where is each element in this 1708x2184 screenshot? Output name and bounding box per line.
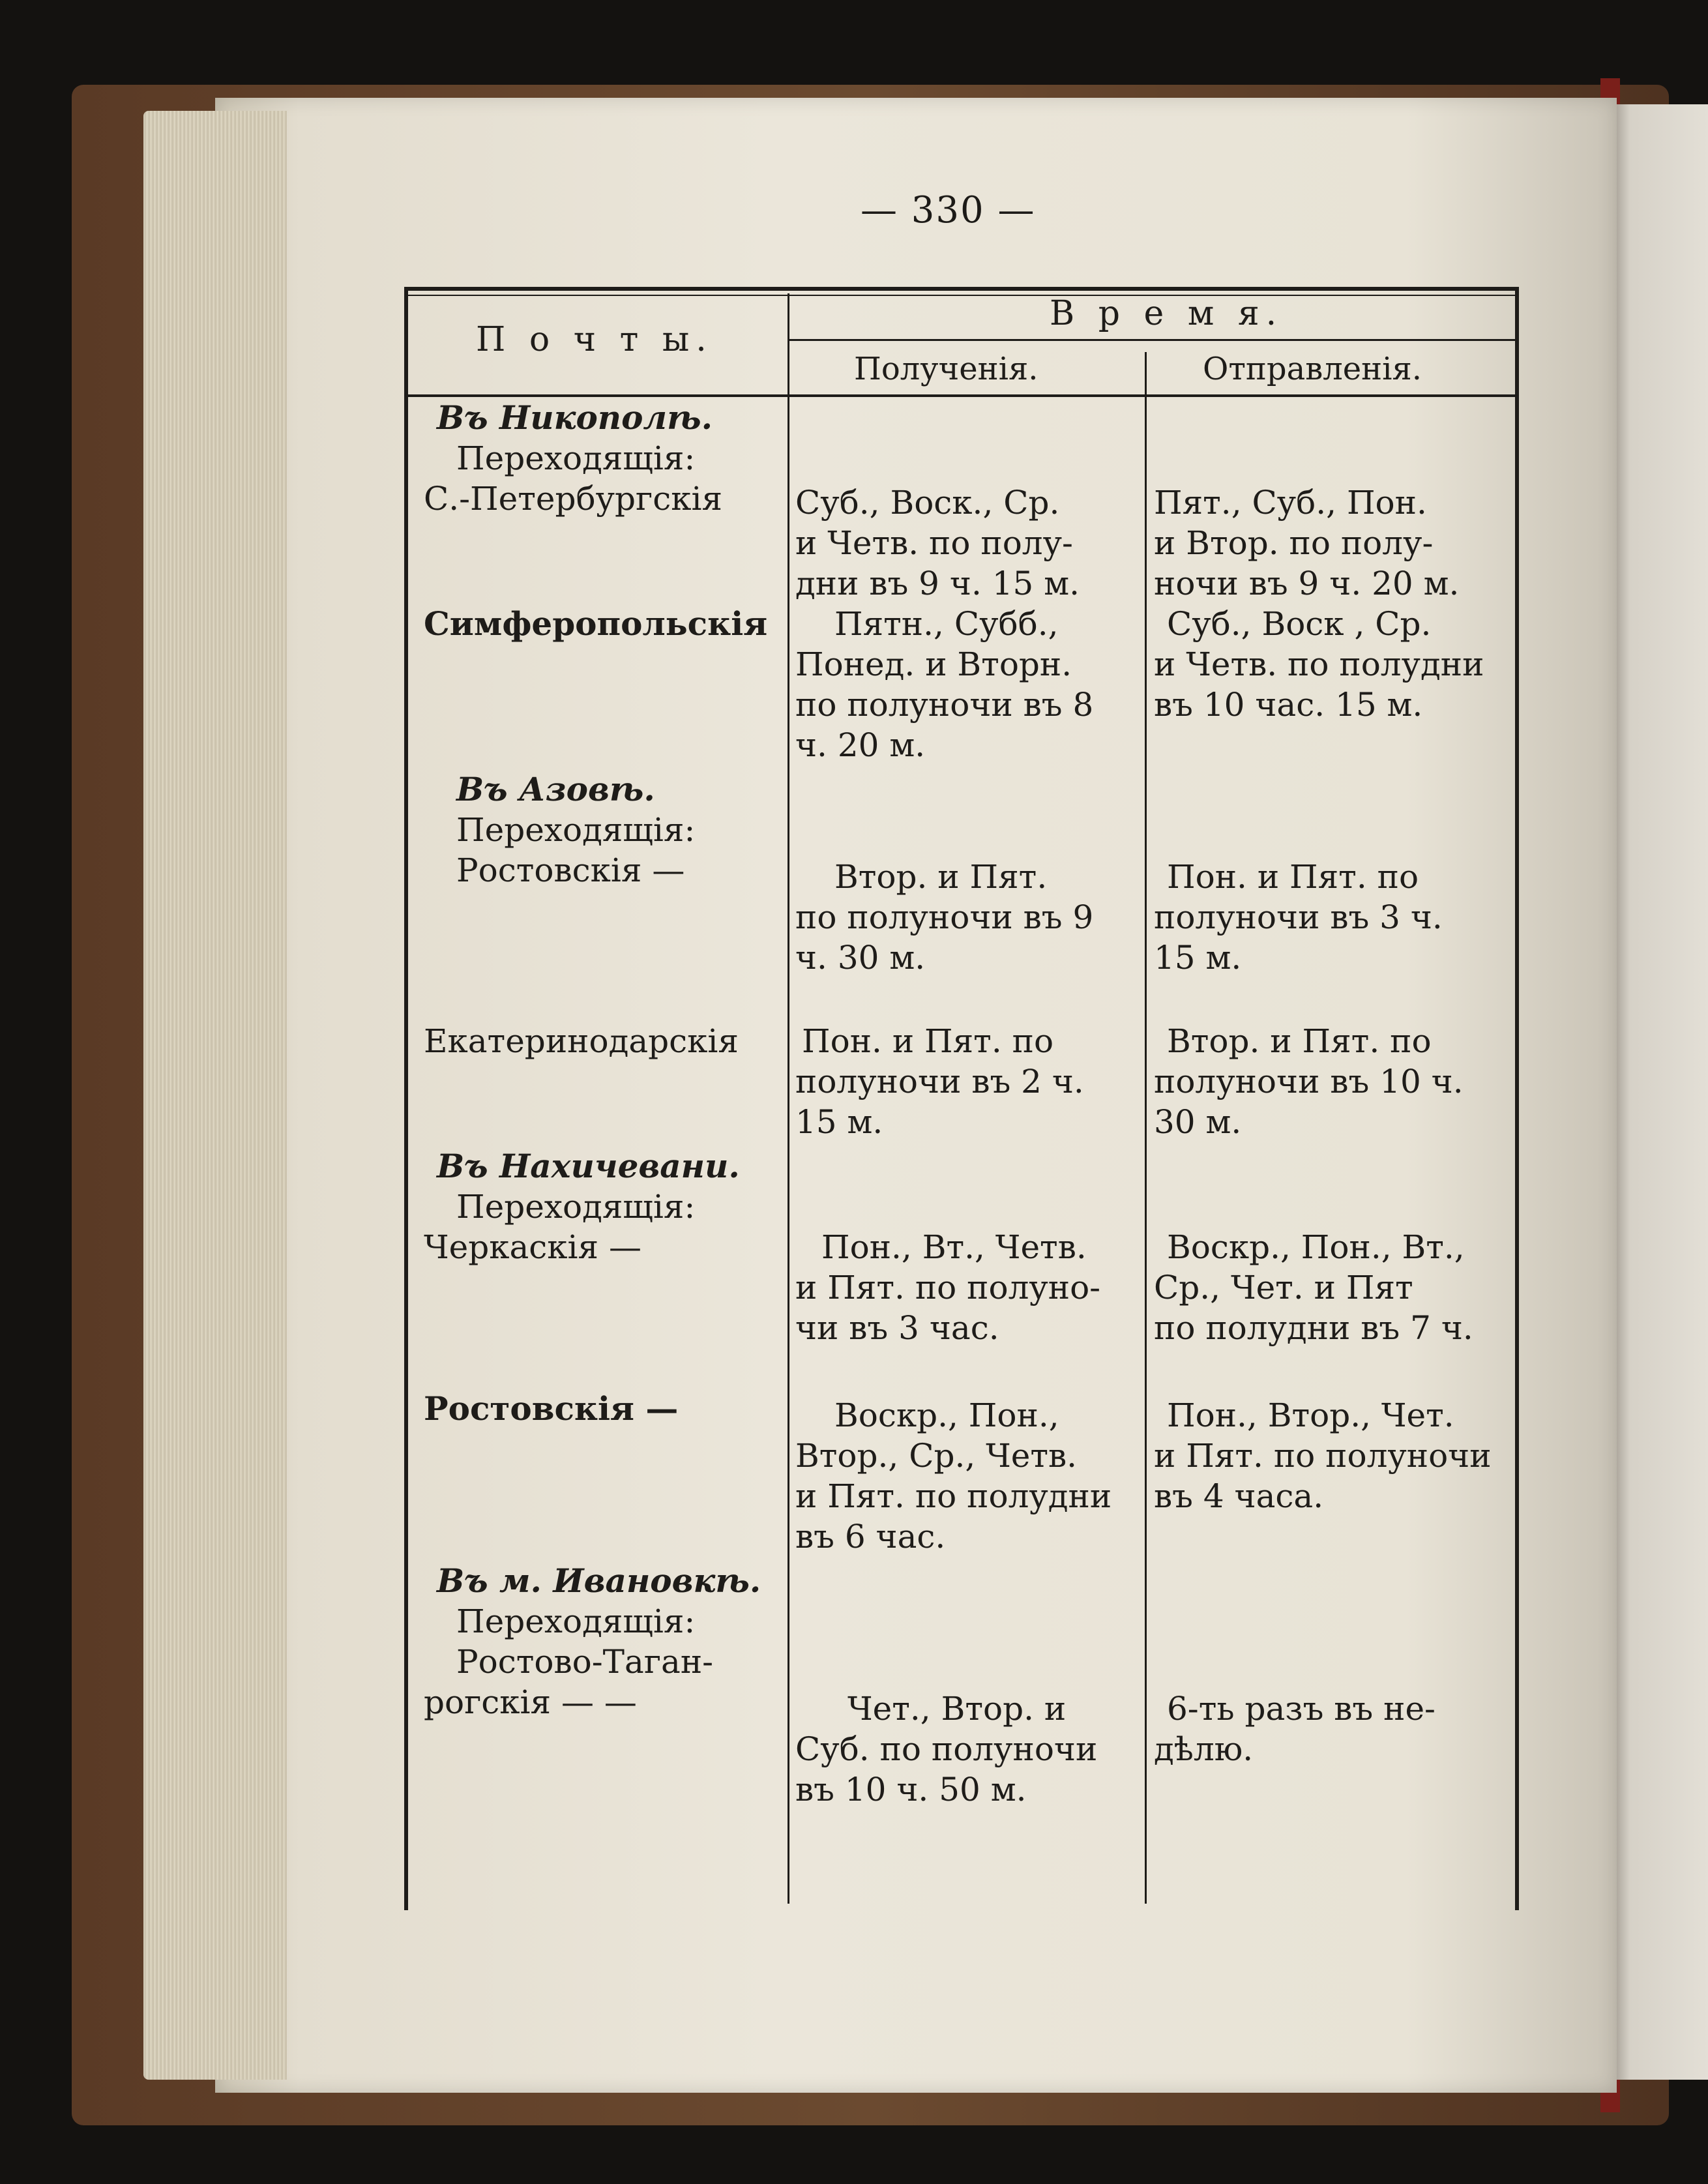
post-schedule-table bbox=[404, 287, 1519, 1910]
receipt-time: Втор., Ср., Четв. bbox=[795, 1437, 1078, 1475]
receipt-time: Пон. и Пят. по bbox=[802, 1022, 1054, 1060]
post-name: С.-Петербургскія bbox=[424, 480, 723, 518]
receipt-time: Втор. и Пят. bbox=[834, 858, 1048, 896]
dispatch-time: въ 10 час. 15 м. bbox=[1154, 686, 1423, 724]
facing-page bbox=[1610, 104, 1708, 2080]
page-edges bbox=[143, 111, 287, 2080]
section-heading: Въ м. Ивановкѣ. bbox=[437, 1561, 761, 1600]
receipt-time: Пятн., Субб., bbox=[834, 605, 1059, 643]
dispatch-time: полуночи въ 10 ч. bbox=[1154, 1063, 1464, 1100]
receipt-time: въ 10 ч. 50 м. bbox=[795, 1771, 1027, 1808]
section-heading: Въ Нахичевани. bbox=[437, 1147, 740, 1185]
header-bottom-rule bbox=[404, 394, 1519, 397]
transit-label: Переходящія: bbox=[456, 1602, 696, 1640]
section-heading: Въ Никополѣ. bbox=[437, 398, 713, 437]
dispatch-time: Ср., Чет. и Пят bbox=[1154, 1269, 1413, 1306]
dispatch-time: полуночи въ 3 ч. bbox=[1154, 898, 1443, 936]
receipt-time: Суб., Воск., Ср. bbox=[795, 484, 1060, 522]
transit-label: Переходящія: bbox=[456, 439, 696, 477]
column-divider-1 bbox=[788, 293, 789, 1904]
table-left-border bbox=[404, 287, 408, 1910]
dispatch-time: въ 4 часа. bbox=[1154, 1477, 1324, 1515]
receipt-time: полуночи въ 2 ч. bbox=[795, 1063, 1084, 1100]
post-name: рогскія — — bbox=[424, 1683, 637, 1721]
dispatch-time: Пят., Суб., Пон. bbox=[1154, 484, 1427, 522]
receipt-time: дни въ 9 ч. 15 м. bbox=[795, 565, 1080, 602]
column-divider-2 bbox=[1145, 352, 1147, 1904]
column-header-time: В р е м я. bbox=[1050, 294, 1284, 333]
dispatch-time: Втор. и Пят. по bbox=[1167, 1022, 1432, 1060]
receipt-time: Чет., Втор. и bbox=[847, 1690, 1067, 1728]
column-header-receipt: Полученія. bbox=[854, 351, 1038, 387]
dispatch-time: и Пят. по полуночи bbox=[1154, 1437, 1492, 1475]
receipt-time: Понед. и Вторн. bbox=[795, 645, 1072, 683]
dispatch-time: дѣлю. bbox=[1154, 1730, 1254, 1768]
post-name: Черкаскія — bbox=[424, 1228, 641, 1266]
post-name: Ростово-Таган- bbox=[456, 1643, 714, 1681]
receipt-time: ч. 30 м. bbox=[795, 939, 926, 977]
dispatch-time: 30 м. bbox=[1154, 1103, 1242, 1141]
dispatch-time: 15 м. bbox=[1154, 939, 1242, 977]
section-heading: Въ Азовѣ. bbox=[456, 770, 655, 808]
receipt-time: ч. 20 м. bbox=[795, 726, 926, 764]
dispatch-time: ночи въ 9 ч. 20 м. bbox=[1154, 565, 1460, 602]
dispatch-time: Воскр., Пон., Вт., bbox=[1167, 1228, 1465, 1266]
transit-label: Переходящія: bbox=[456, 1188, 696, 1226]
receipt-time: Воскр., Пон., bbox=[834, 1396, 1059, 1434]
receipt-time: чи въ 3 час. bbox=[795, 1309, 999, 1347]
column-header-posts: П о ч т ы. bbox=[476, 320, 713, 359]
receipt-time: и Четв. по полу- bbox=[795, 524, 1073, 562]
receipt-time: по полуночи въ 9 bbox=[795, 898, 1094, 936]
dispatch-time: по полудни въ 7 ч. bbox=[1154, 1309, 1473, 1347]
table-top-rule bbox=[404, 287, 1519, 291]
dispatch-time: Пон., Втор., Чет. bbox=[1167, 1396, 1454, 1434]
time-header-rule bbox=[789, 339, 1519, 341]
dispatch-time: и Четв. по полудни bbox=[1154, 645, 1484, 683]
table-right-border bbox=[1515, 287, 1519, 1910]
post-name: Ростовскія — bbox=[456, 851, 685, 889]
receipt-time: и Пят. по полуно- bbox=[795, 1269, 1101, 1306]
receipt-time: по полуночи въ 8 bbox=[795, 686, 1094, 724]
receipt-time: и Пят. по полудни bbox=[795, 1477, 1112, 1515]
dispatch-time: Пон. и Пят. по bbox=[1167, 858, 1419, 896]
receipt-time: 15 м. bbox=[795, 1103, 883, 1141]
dispatch-time: 6-ть разъ въ не- bbox=[1167, 1690, 1436, 1728]
dispatch-time: Суб., Воск , Ср. bbox=[1167, 605, 1432, 643]
transit-label: Переходящія: bbox=[456, 811, 696, 849]
receipt-time: въ 6 час. bbox=[795, 1518, 946, 1556]
post-name: Симферопольскія bbox=[424, 604, 768, 643]
table-top-rule-thin bbox=[404, 295, 1519, 296]
column-header-dispatch: Отправленія. bbox=[1203, 351, 1422, 387]
receipt-time: Суб. по полуночи bbox=[795, 1730, 1098, 1768]
post-name: Екатеринодарскія bbox=[424, 1022, 739, 1060]
receipt-time: Пон., Вт., Четв. bbox=[821, 1228, 1087, 1266]
page-number: — 330 — bbox=[861, 189, 1036, 231]
post-name: Ростовскія — bbox=[424, 1389, 679, 1428]
dispatch-time: и Втор. по полу- bbox=[1154, 524, 1434, 562]
